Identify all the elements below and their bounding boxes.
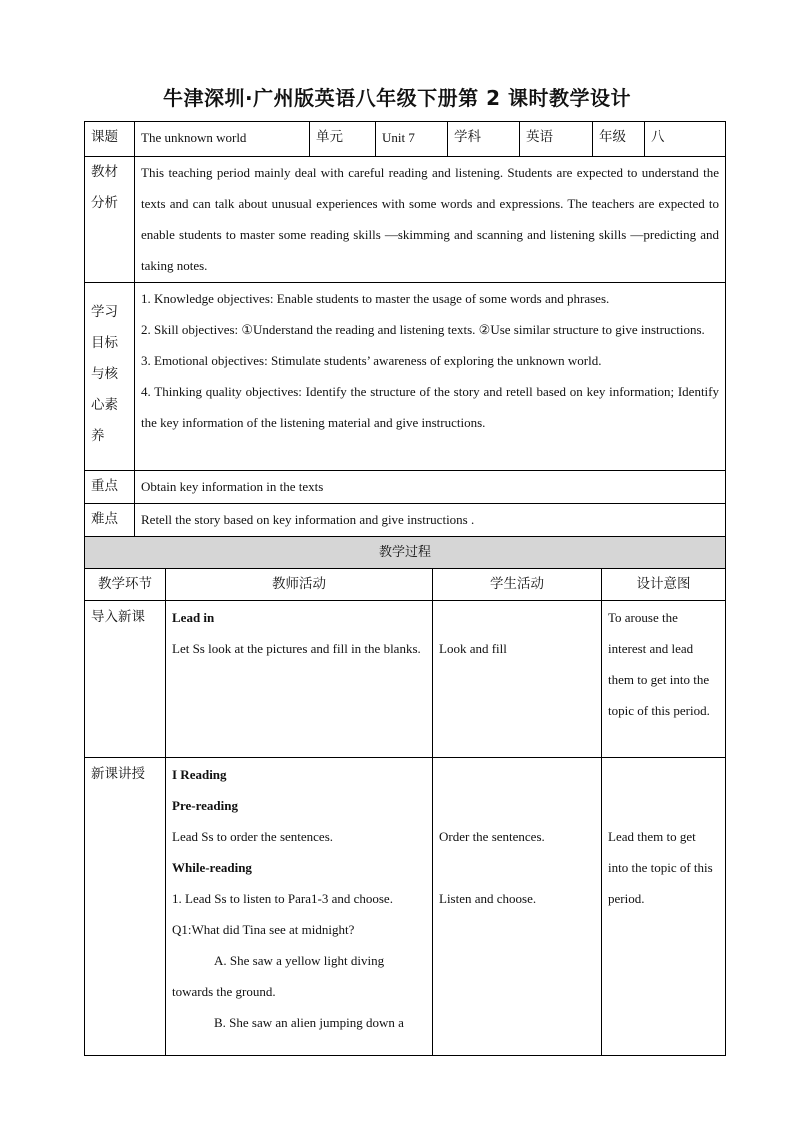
column-header: 学生活动	[433, 569, 602, 601]
pre-reading-heading: Pre-reading	[172, 798, 238, 813]
objective-item: 3. Emotional objectives: Stimulate students’ awareness of exploring the unknown world.	[141, 353, 602, 368]
question-1: Q1:What did Tina see at midnight?	[172, 922, 355, 937]
lead-in-heading: Lead in	[172, 610, 215, 625]
listen-instruction: 1. Lead Ss to listen to Para1-3 and choose.	[172, 891, 393, 906]
option-b: B. She saw an alien jumping down a	[214, 1015, 404, 1030]
design-intent: Lead them to get into the topic of this period.	[602, 758, 726, 1056]
student-order: Order the sentences.	[439, 829, 545, 844]
key-point-label: 重点	[85, 471, 135, 504]
teacher-activity	[166, 758, 433, 1056]
key-point-row	[85, 471, 726, 504]
process-row-lead-in	[85, 601, 726, 758]
lead-in-text: Let Ss look at the pictures and fill in the blanks.	[172, 641, 421, 656]
column-header: 教师活动	[166, 569, 433, 601]
grade-value: 八	[645, 122, 726, 157]
difficult-point-row	[85, 504, 726, 537]
unit-value: Unit 7	[376, 122, 448, 157]
teacher-activity	[166, 601, 433, 758]
design-intent: To arouse the interest and lead them to get into the topic of this period.	[602, 601, 726, 758]
analysis-text: This teaching period mainly deal with careful reading and listening. Students are expected to understand the texts and can talk about unusual experiences with some words and expressions. The teachers are expected to enable students to master some reading skills —skimming and scanning and listening skills —predicting and taking notes.	[135, 157, 726, 283]
column-header: 设计意图	[602, 569, 726, 601]
process-header: 教学过程	[85, 537, 726, 569]
objective-item: 2. Skill objectives: ①Understand the reading and listening texts. ②Use similar structure to give instructions.	[141, 322, 705, 337]
analysis-label: 教材 分析	[85, 157, 135, 283]
objective-item: 4. Thinking quality objectives: Identify the structure of the story and retell based on key information; Identify the key information of the listening material and give instructions.	[141, 384, 719, 430]
option-a-cont: towards the ground.	[172, 984, 276, 999]
grade-label: 年级	[593, 122, 645, 157]
analysis-row	[85, 157, 726, 283]
subject-label: 学科	[448, 122, 520, 157]
option-a: A. She saw a yellow light diving	[214, 953, 385, 968]
subject-value: 英语	[520, 122, 593, 157]
difficult-point-label: 难点	[85, 504, 135, 537]
process-table	[84, 536, 726, 1056]
topic-label: 课题	[85, 122, 135, 157]
unit-label: 单元	[310, 122, 376, 157]
difficult-point-text: Retell the story based on key information and give instructions .	[135, 504, 726, 537]
objectives-list	[135, 283, 726, 471]
objectives-row	[85, 283, 726, 471]
student-activity: Look and fill	[433, 601, 602, 758]
column-header: 教学环节	[85, 569, 166, 601]
stage-label: 导入新课	[85, 601, 166, 758]
order-instruction: Lead Ss to order the sentences.	[172, 829, 334, 844]
key-point-text: Obtain key information in the texts	[135, 471, 726, 504]
student-listen: Listen and choose.	[439, 891, 537, 906]
reading-heading: I Reading	[172, 767, 227, 782]
lesson-info-table	[84, 121, 726, 537]
process-row-new-lesson	[85, 758, 726, 1056]
info-row	[85, 122, 726, 157]
objectives-label: 学习 目标 与核 心素 养	[85, 283, 135, 471]
page-title: 牛津深圳·广州版英语八年级下册第 2 课时教学设计	[163, 86, 631, 110]
objective-item: 1. Knowledge objectives: Enable students to master the usage of some words and phrases.	[141, 291, 610, 306]
topic-value: The unknown world	[135, 122, 310, 157]
process-column-headers	[85, 569, 726, 601]
while-reading-heading: While-reading	[172, 860, 252, 875]
stage-label: 新课讲授	[85, 758, 166, 1056]
student-activity	[433, 758, 602, 1056]
